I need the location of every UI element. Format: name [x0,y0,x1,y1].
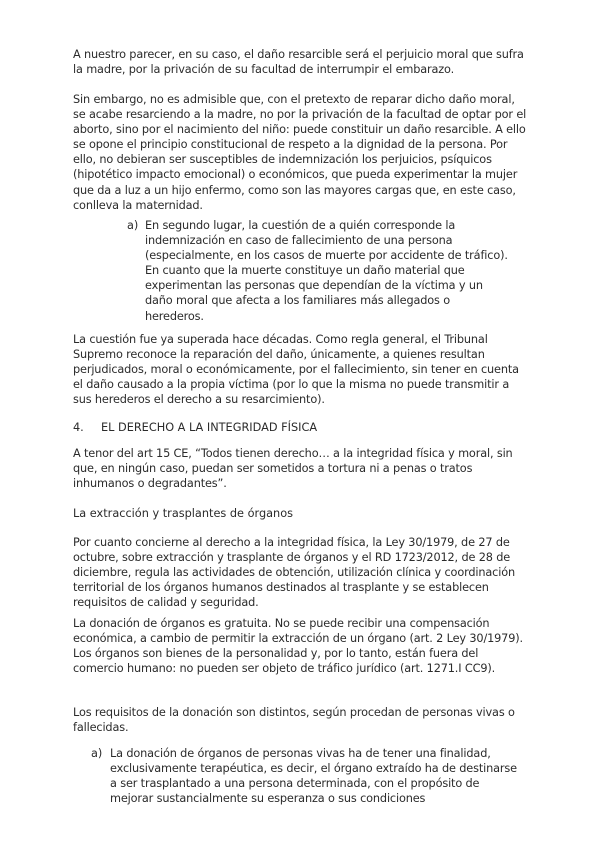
list-item-living-donors: La donación de órganos de personas vivas ha de tener una finalidad, exclusivamente terapéutica, es decir, el órgano extraído ha de destinarse a ser trasplantado a una persona determinada, con el propósito de mejorar sustancialmente su esperanza o sus condiciones [110,747,517,806]
list-marker-a-first: a) [127,219,139,232]
subheading-organ-transplant: La extracción y trasplantes de órganos [73,507,293,520]
paragraph-law-30-1979: Por cuanto concierne al derecho a la integridad física, la Ley 30/1979, de 27 de octubre, sobre extracción y trasplante de órganos y el RD 1723/2012, de 28 de diciembre, regula las actividades de obtención, utilización clínica y coordinación territorial de los órganos humanos destinados al trasplante y se establecen requisitos de calidad y seguridad. [73,536,515,610]
paragraph-free-donation: La donación de órganos es gratuita. No se puede recibir una compensación económica, a cambio de permitir la extracción de un órgano (art. 2 Ley 30/1979). Los órganos son bienes de la personalidad y, por lo tanto, están fuera del comercio humano: no pueden ser objeto de tráfico jurídico (art. 1271.I CC9). [73,617,523,676]
paragraph-donation-requirements: Los requisitos de la donación son distintos, según procedan de personas vivas o fallecidas. [73,706,515,735]
paragraph-art15: A tenor del art 15 CE, “Todos tienen derecho… a la integridad física y moral, sin que, en ningún caso, puedan ser sometidos a tortura ni a penas o tratos inhumanos o degradantes”. [73,447,513,491]
list-item-death-compensation: En segundo lugar, la cuestión de a quién corresponde la indemnización en caso de fallecimiento de una persona (especialmente, en los casos de muerte por accidente de tráfico). En cuanto que la muerte constituye un daño material que experimentan las personas que dependían de la víctima y un daño moral que afecta a los familiares más allegados o herederos. [145,219,508,323]
paragraph-dignity: Sin embargo, no es admisible que, con el pretexto de reparar dicho daño moral, se acabe resarciendo a la madre, no por la privación de la facultad de optar por el aborto, sino por el nacimiento del niño: puede constituir un daño resarcible. A ello se opone el principio constitucional de respeto a la dignidad de la persona. Por ello, no debieran ser susceptibles de indemnización los perjuicios, psíquicos (hipotético impacto emocional) o económicos, que pueda experimentar la mujer que da a luz a un hijo enfermo, como son las mayores cargas que, en este caso, conlleva la maternidad. [73,93,527,212]
paragraph-supreme-court: La cuestión fue ya superada hace décadas. Como regla general, el Tribunal Supremo reconoce la reparación del daño, únicamente, a quienes resultan perjudicados, moral o económicamente, por el fallecimiento, sin tener en cuenta el daño causado a la propia víctima (por lo que la misma no puede transmitir a sus herederos el derecho a su resarcimiento). [73,333,519,407]
section-heading [73,420,317,435]
paragraph-damage-mother: A nuestro parecer, en su caso, el daño resarcible será el perjuicio moral que sufra la madre, por la privación de su facultad de interrumpir el embarazo. [73,48,524,77]
section-title: EL DERECHO A LA INTEGRIDAD FÍSICA [100,421,318,434]
list-marker-a-second: a) [91,747,103,760]
section-number: 4. [73,421,84,434]
